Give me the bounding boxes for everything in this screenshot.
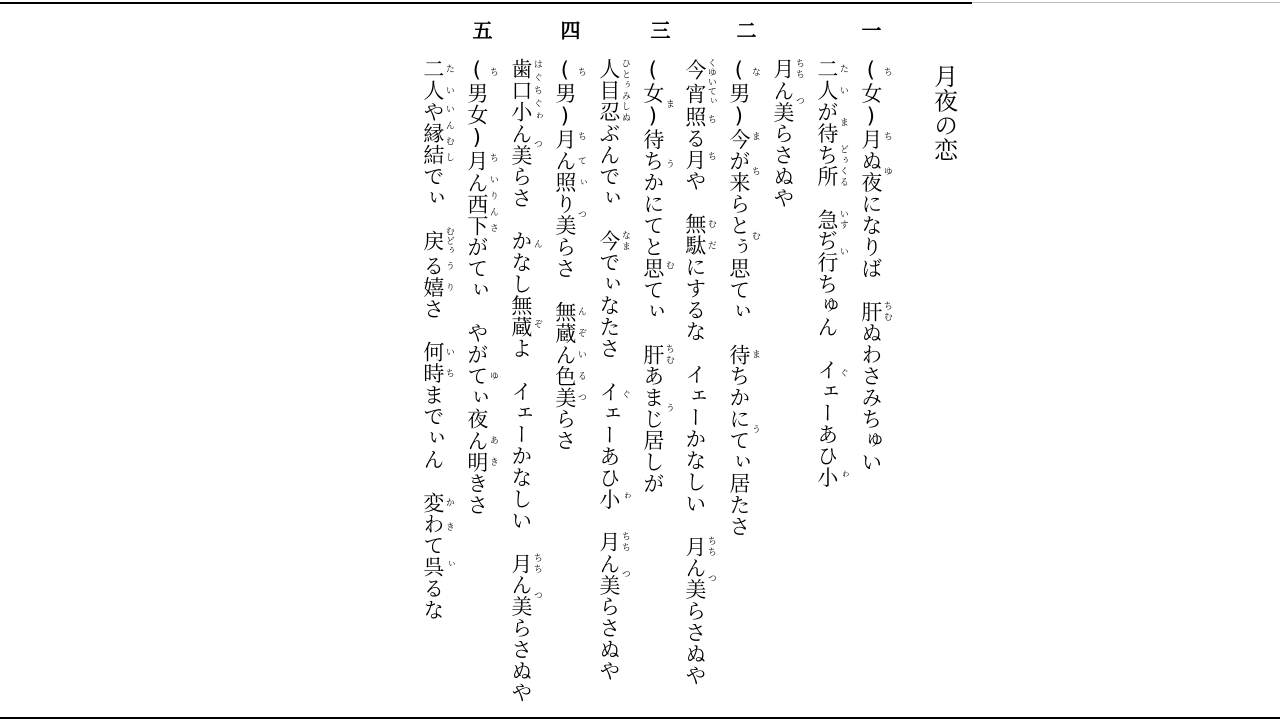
bottom-rule xyxy=(0,717,1280,719)
verse-number-2: 二 xyxy=(733,20,757,41)
lyric-line: 人目忍 ひとぅみしぬぶんでぃ 今 なまでぃなたさ イェーあひ小 ぐゎ 月 ちちん美 つらさぬや xyxy=(596,58,630,682)
verse-number-3: 三 xyxy=(647,20,671,41)
lyric-line: (女)待 まちかにてと思 うむてぃ 肝 ちむあまじ居 うしが xyxy=(640,58,674,494)
top-rule-extension xyxy=(972,2,1280,3)
lyric-line: (男)今 なまが来 ちらとぅ思 むてぃ 待 まちかにてぃ居 うたさ xyxy=(726,58,760,537)
lyric-line: 二人 たいや縁結 いんむしでぃ 戻 むどぅる嬉 うりさ 何時 いちまでぃん 変 かわて呉 きぃるな xyxy=(420,58,454,621)
verse-number-1: 一 xyxy=(858,20,882,41)
lyric-line: 二人 たいが待 まち所 どぅくる 急 いすぢ行 いちゅん イェーあひ小 ぐゎ xyxy=(814,58,848,488)
lyric-line: 月 ちちん美 つらさぬや xyxy=(770,58,804,209)
lyric-line: (男)月 ちちん照 てぃり美 つらさ 無蔵 んぞん色 いる美 つらさ xyxy=(552,58,586,451)
lyric-line: (女)月 ちちぬ夜 ゆになりば 肝 ちむぬわさみちゅい xyxy=(858,58,892,473)
verse-number-4: 四 xyxy=(557,20,581,41)
top-rule xyxy=(0,2,972,4)
lyric-line: 今宵 くゆいてぃ照る月 ちちや 無駄 むだにするな イェーかなしい 月 ちちん美 つらさぬや xyxy=(682,58,716,686)
verse-number-5: 五 xyxy=(469,20,493,41)
lyric-line: (男女)月 ちちん西下 いりんさがてぃ やがてぃ夜 ゆん明 あききさ xyxy=(464,58,498,516)
lyric-line: 歯口小 はぐちぐゎん美 つらさ かなし無蔵 んぞよ イェーかなしい 月 ちちん美 つらさぬや xyxy=(508,58,542,703)
song-title: 月夜の恋 xyxy=(929,64,958,162)
